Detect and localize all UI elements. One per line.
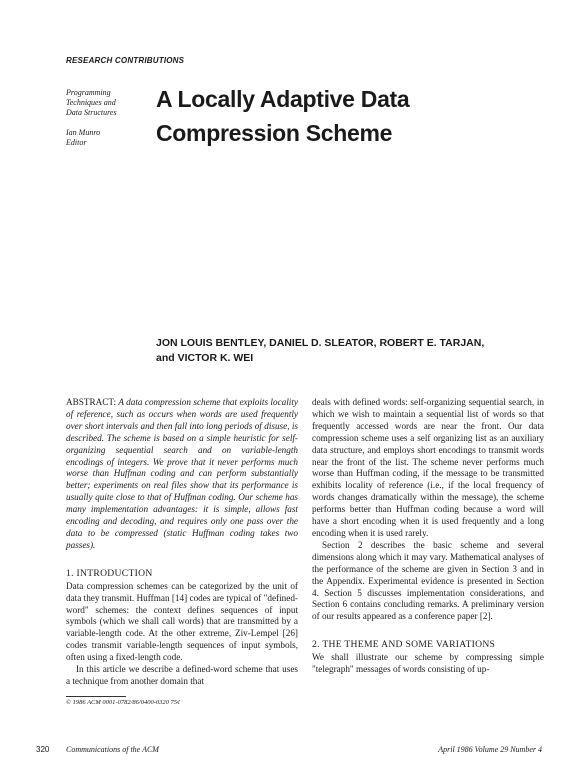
editor-role: Editor — [66, 138, 87, 147]
section-label: RESEARCH CONTRIBUTIONS — [66, 56, 185, 65]
intro-paragraph: Section 2 describes the basic scheme and several dimensions along which it may vary. Mathematical analyses of the performance of the scheme are given in Section 3 and in the Appendix. Experimental evidence is presented in Section 4. Section 5 discusses implementation considerations, and Section 6 contains concluding remarks. A preliminary version of our results appeared as a conference paper [2]. — [312, 539, 544, 622]
editor-label — [66, 128, 146, 148]
article-title — [156, 82, 516, 150]
section-heading-theme: 2. THE THEME AND SOME VARIATIONS — [312, 639, 496, 651]
abstract — [66, 397, 298, 552]
copyright-footnote: © 1986 ACM 0001-0782/86/0400-0320 75¢ — [66, 699, 181, 706]
title-line: A Locally Adaptive Data — [156, 86, 410, 112]
title-line: Compression Scheme — [156, 120, 393, 146]
journal-name: Communications of the ACM — [66, 745, 159, 754]
editor-name: Ian Munro — [66, 128, 101, 137]
page-number: 320 — [36, 745, 50, 754]
abstract-body: A data compression scheme that exploits locality of reference, such as occurs when words are used frequently over short intervals and then fall into long periods of disuse, is described. The scheme is based on a simple heuristic for self-organizing sequential search and on variable-length encodings of integers. We prove that it never performs much worse than Huffman coding and can perform substantially better; experiments on real files show that its performance is usually quite close to that of Huffman coding. Our scheme has many implementation advantages: it is simple, allows fast encoding and decoding, and requires only one pass over the data to be compressed (static Huffman coding takes two passes). — [66, 397, 298, 550]
author-line: JON LOUIS BENTLEY, DANIEL D. SLEATOR, ROBERT E. TARJAN, — [156, 337, 485, 349]
author-line: and VICTOR K. WEI — [156, 352, 254, 364]
footnote-rule — [66, 696, 126, 697]
author-list — [156, 336, 516, 366]
department-line: Techniques and — [66, 98, 116, 107]
left-column — [66, 397, 298, 688]
theme-paragraph: We shall illustrate our scheme by compressing simple "telegraph" messages of words consisting of up- — [312, 652, 544, 675]
intro-paragraph: In this article we describe a defined-word scheme that uses a technique from another domain that — [66, 664, 298, 686]
intro-paragraph: deals with defined words: self-organizing sequential search, in which we wish to maintain a sequential list of words so that frequently accessed words are near the front. Our data compression scheme uses a self organizing list as an auxiliary data structure, and employs short encodings to transmit words near the front of the list. The scheme never performs much worse than Huffman coding, if the message to be transmitted exhibits locality of reference (i.e., if the local frequency of words changes dramatically within the message), the scheme performs better than Huffman coding because a word will have a short encoding when it is used frequently and a long encoding when it is used rarely. — [312, 397, 544, 538]
section-heading-introduction: 1. INTRODUCTION — [66, 567, 153, 579]
issue-info: April 1986 Volume 29 Number 4 — [438, 745, 542, 754]
intro-paragraph: Data compression schemes can be categorized by the unit of data they transmit. Huffman [14] codes are typical of "defined-word" schemes: the context defines sequences of input symbols (which we shall call words) that are transmitted by a variable-length code. At the other extreme, Ziv-Lempel [26] codes transmit variable-length sequences of input symbols, often using a fixed-length code. — [66, 580, 298, 663]
department-line: Data Structures — [66, 108, 117, 117]
right-column — [312, 397, 544, 676]
department-label — [66, 88, 146, 118]
department-line: Programming — [66, 88, 111, 97]
abstract-lead: ABSTRACT: — [66, 397, 117, 407]
